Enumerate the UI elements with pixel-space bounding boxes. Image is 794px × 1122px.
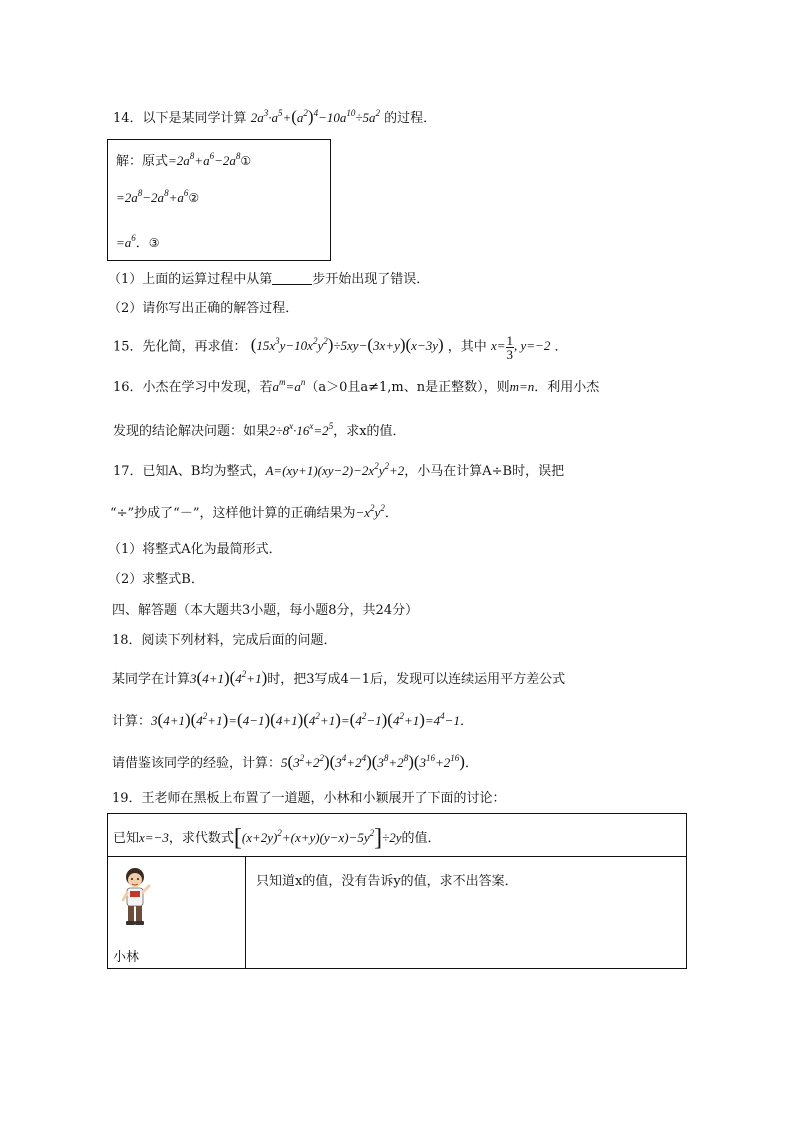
q17-line1-prefix: 17．已知A、B均为整式，: [113, 464, 266, 479]
q19-problem-mid: ，求代数式: [168, 831, 234, 846]
q14-step1-marker: ①: [240, 154, 252, 168]
q17-line1: 17．已知A、B均为整式，$A=(xy+1)(xy-2)-2x^2y^2+2$，小马在计算A÷B时，误把: [113, 461, 565, 479]
q14-sub2: （2）请你写出正确的解答过程．: [108, 301, 299, 316]
q14-intro-text: 14．以下是某同学计算: [113, 111, 247, 126]
q17-sub1: （1）将整式A化为最简形式．: [108, 542, 282, 557]
q18-intro: 18．阅读下列材料，完成后面的问题．: [112, 633, 337, 648]
q18-line3-prefix: 计算：: [112, 714, 152, 729]
q15-end: ．: [554, 339, 568, 355]
q17-line2-suffix: ．: [384, 506, 398, 521]
q16-line2-suffix: ，求x的值．: [333, 424, 406, 439]
q15-intro: 15．先化简，再求值：: [113, 339, 247, 355]
q18-line4-prefix: 请借鉴该同学的经验，计算：: [112, 756, 282, 771]
q17-line2-prefix: “÷”抄成了“－”，这样他计算的正确结果为: [110, 506, 356, 521]
answer-blank[interactable]: [272, 270, 312, 285]
q19-problem-prefix: 已知: [113, 831, 140, 846]
q14-expression: $2a^3\cdot a^5+(a^2)^4-10a^{10}\div 5a^2$: [250, 107, 380, 126]
q19-intro: 19．王老师在黑板上布置了一道题，小林和小颖展开了下面的讨论：: [112, 791, 506, 806]
q18-line4-suffix: ．: [464, 756, 478, 771]
xiaolin-statement-text: 只知道x的值，没有告诉y的值，求不出答案．: [256, 874, 518, 889]
q14-intro: [113, 107, 436, 129]
xiaolin-statement: [256, 870, 518, 889]
q15-expression: $(15x^3y-10x^2y^2)\div 5xy-(3x+y)(x-3y)$: [250, 335, 444, 355]
q16-line1-prefix: 16．小杰在学习中发现，若: [113, 380, 273, 395]
q14-sub1-prefix: （1）上面的运算过程中从第: [108, 272, 273, 287]
section-heading: 四、解答题（本大题共3小题，每小题8分，共24分）: [112, 603, 419, 618]
q17-line2: “÷”抄成了“－”，这样他计算的正确结果为$-x^2y^2$．: [110, 503, 398, 521]
q16-line2: 发现的结论解决问题：如果$2\div 8^x\cdot 16^x=2^5$，求x的值．: [113, 421, 406, 439]
q19-problem-suffix: 的值．: [401, 831, 441, 846]
q14-sub1-suffix: 步开始出现了错误．: [312, 272, 430, 287]
q18-line2: 某同学在计算$3(4+1)(4^2+1)$时，把3写成4－1后，发现可以连续运用平方差公式: [112, 668, 566, 687]
q18-line2-prefix: 某同学在计算: [112, 672, 191, 687]
q16-line2-prefix: 发现的结论解决问题：如果: [113, 424, 270, 439]
q14-step2-marker: ②: [188, 191, 200, 205]
q14-step3-marker: ③: [148, 236, 160, 250]
q19-discussion-table: [107, 813, 687, 969]
q14-step1-label: 解：原式: [116, 154, 169, 169]
q17-sub2: （2）求整式B．: [108, 572, 204, 587]
q16-condition: （a＞0且a≠1,m、n是正整数），则: [305, 380, 510, 395]
q18-line2-suffix: 时，把3写成4－1后，发现可以连续运用平方差公式: [267, 672, 566, 687]
table-divider: [245, 857, 246, 968]
student-name: 小林: [113, 950, 140, 965]
q19-table-header: [108, 814, 686, 857]
q14-outro-text: 的过程．: [384, 111, 437, 126]
q14-solution-box: [107, 139, 331, 261]
q18-line4: 请借鉴该同学的经验，计算：$5(3^2+2^2)(3^4+2^4)(3^8+2^8)(3^{16}+2^{16})$．: [112, 752, 478, 771]
q15-line: [113, 334, 567, 361]
q15-mid: ，其中: [447, 339, 487, 355]
q19-problem: 已知x=−3，求代数式$[(x+2y)^2+(x+y)(y-x)-5y^2]\div 2y$的值．: [113, 825, 441, 851]
q15-condition: x= $\frac{1}{3}$ , y=−2: [490, 333, 551, 362]
q14-sub1: [108, 270, 429, 290]
q16-line1: 16．小杰在学习中发现，若$a^m=a^n(a>0$且a≠1,m、n是正整数），则m=n．利用小杰: [113, 377, 600, 395]
q14-step3: $=a^6$．③: [116, 233, 160, 251]
student-avatar-icon: [120, 866, 152, 928]
q14-step2: $=2a^8-2a^8+a^6②$: [116, 188, 200, 205]
q16-line1-suffix: ．利用小杰: [534, 380, 600, 395]
q17-line1-suffix: ，小马在计算A÷B时，误把: [404, 464, 565, 479]
q18-line3: 计算：$3(4+1)(4^2+1)=(4-1)(4+1)(4^2+1)=(4^2-1)(4^2+1)=4^4-1$．: [112, 710, 473, 729]
q14-step1: 解：原式$=2a^8+a^6-2a^8①$: [116, 151, 252, 169]
